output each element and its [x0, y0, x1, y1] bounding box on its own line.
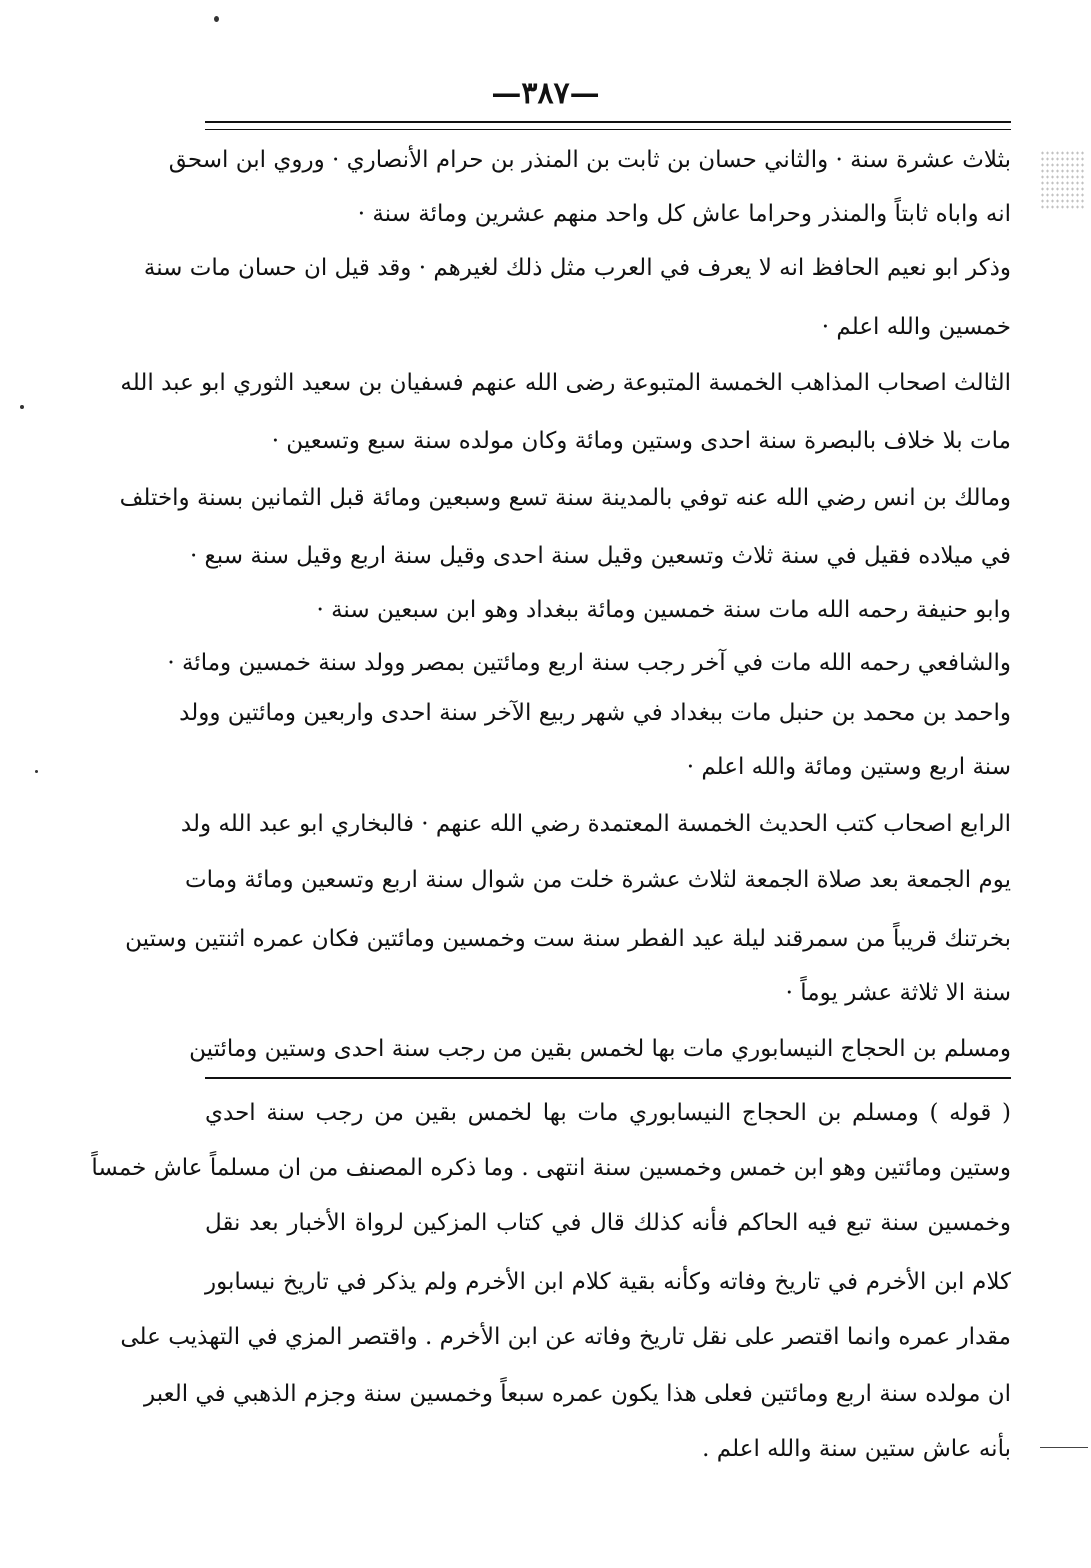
footnote-line: ( قوله ) ومسلم بن الحجاج النيسابوري مات بها لخمس بقين من رجب سنة احدي	[205, 1100, 1011, 1126]
text-line: وذكر ابو نعيم الحافظ انه لا يعرف في العرب مثل ذلك لغيرهم · وقد قيل ان حسان مات سنة	[143, 255, 1011, 281]
footnote-line: بأنه عاش ستين سنة والله اعلم .	[702, 1436, 1011, 1462]
footnote-line: وخمسين سنة تبع فيه الحاكم فأنه كذلك قال في كتاب المزكين لرواة الأخبار بعد نقل	[205, 1210, 1011, 1236]
text-line: يوم الجمعة بعد صلاة الجمعة لثلاث عشرة خلت من شوال سنة اربع وتسعين ومائة ومات	[184, 867, 1011, 893]
scan-noise	[1040, 150, 1085, 210]
text-line: وابو حنيفة رحمه الله مات سنة خمسين ومائة ببغداد وهو ابن سبعين سنة ·	[316, 597, 1011, 623]
footnote-line: وستين ومائتين وهو ابن خمس وخمسين سنة انتهى . وما ذكره المصنف من ان مسلماً عاش خمساً	[91, 1155, 1011, 1181]
text-line: بثلاث عشرة سنة · والثاني حسان بن ثابت بن المنذر بن حرام الأنصاري · وروي ابن اسحق	[168, 147, 1011, 173]
text-line: مات بلا خلاف بالبصرة سنة احدى وستين ومائة وكان مولده سنة سبع وتسعين ·	[271, 428, 1011, 454]
footnote-line: ان مولده سنة اربع ومائتين فعلى هذا يكون عمره سبعاً وخمسين سنة وجزم الذهبي في العبر	[144, 1381, 1011, 1407]
text-line: والشافعي رحمه الله مات في آخر رجب سنة اربع ومائتين بمصر وولد سنة خمسين ومائة ·	[167, 650, 1011, 676]
text-line: بخرتنك قريباً من سمرقند ليلة عيد الفطر سنة ست وخمسين ومائتين فكان عمره اثنتين وستين	[125, 926, 1011, 952]
scan-mark	[1040, 1447, 1088, 1448]
text-line: انه واباه ثابتاً والمنذر وحراما عاش كل واحد منهم عشرين ومائة سنة ·	[357, 201, 1011, 227]
text-line: الثالث اصحاب المذاهب الخمسة المتبوعة رضى الله عنهم فسفيان بن سعيد الثوري ابو عبد الله	[120, 370, 1011, 396]
text-line: خمسين والله اعلم ·	[821, 314, 1011, 340]
footnote-line: كلام ابن الأخرم في تاريخ وفاته وكأنه بقية كلام ابن الأخرم ولم يذكر في تاريخ نيسابور	[205, 1269, 1011, 1295]
scan-speck	[20, 405, 24, 409]
text-line: سنة الا ثلاثة عشر يوماً ·	[785, 980, 1011, 1006]
scan-speck	[35, 770, 38, 773]
text-line: في ميلاده فقيل في سنة ثلاث وتسعين وقيل سنة احدى وقيل سنة اربع وقيل سنة سبع ·	[189, 543, 1011, 569]
text-line: سنة اربع وستين ومائة والله اعلم ·	[686, 754, 1011, 780]
text-line: واحمد بن محمد بن حنبل مات ببغداد في شهر ربيع الآخر سنة احدى واربعين ومائتين وولد	[179, 700, 1011, 726]
text-line: ومالك بن انس رضي الله عنه توفي بالمدينة سنة تسع وسبعين ومائة قبل الثمانين بسنة واختلف	[119, 485, 1011, 511]
text-line: ومسلم بن الحجاج النيسابوري مات بها لخمس بقين من رجب سنة احدى وستين ومائتين	[189, 1036, 1011, 1062]
text-line: الرابع اصحاب كتب الحديث الخمسة المعتمدة رضي الله عنهم · فالبخاري ابو عبد الله ولد	[180, 811, 1011, 837]
header-rule	[205, 121, 1011, 130]
scan-speck	[214, 16, 219, 22]
footnote-divider	[205, 1077, 1011, 1079]
page-number: —٣٨٧—	[491, 76, 600, 111]
footnote-line: مقدار عمره وانما اقتصر على نقل تاريخ وفاته عن ابن الأخرم . واقتصر المزي في التهذيب على	[120, 1324, 1011, 1350]
